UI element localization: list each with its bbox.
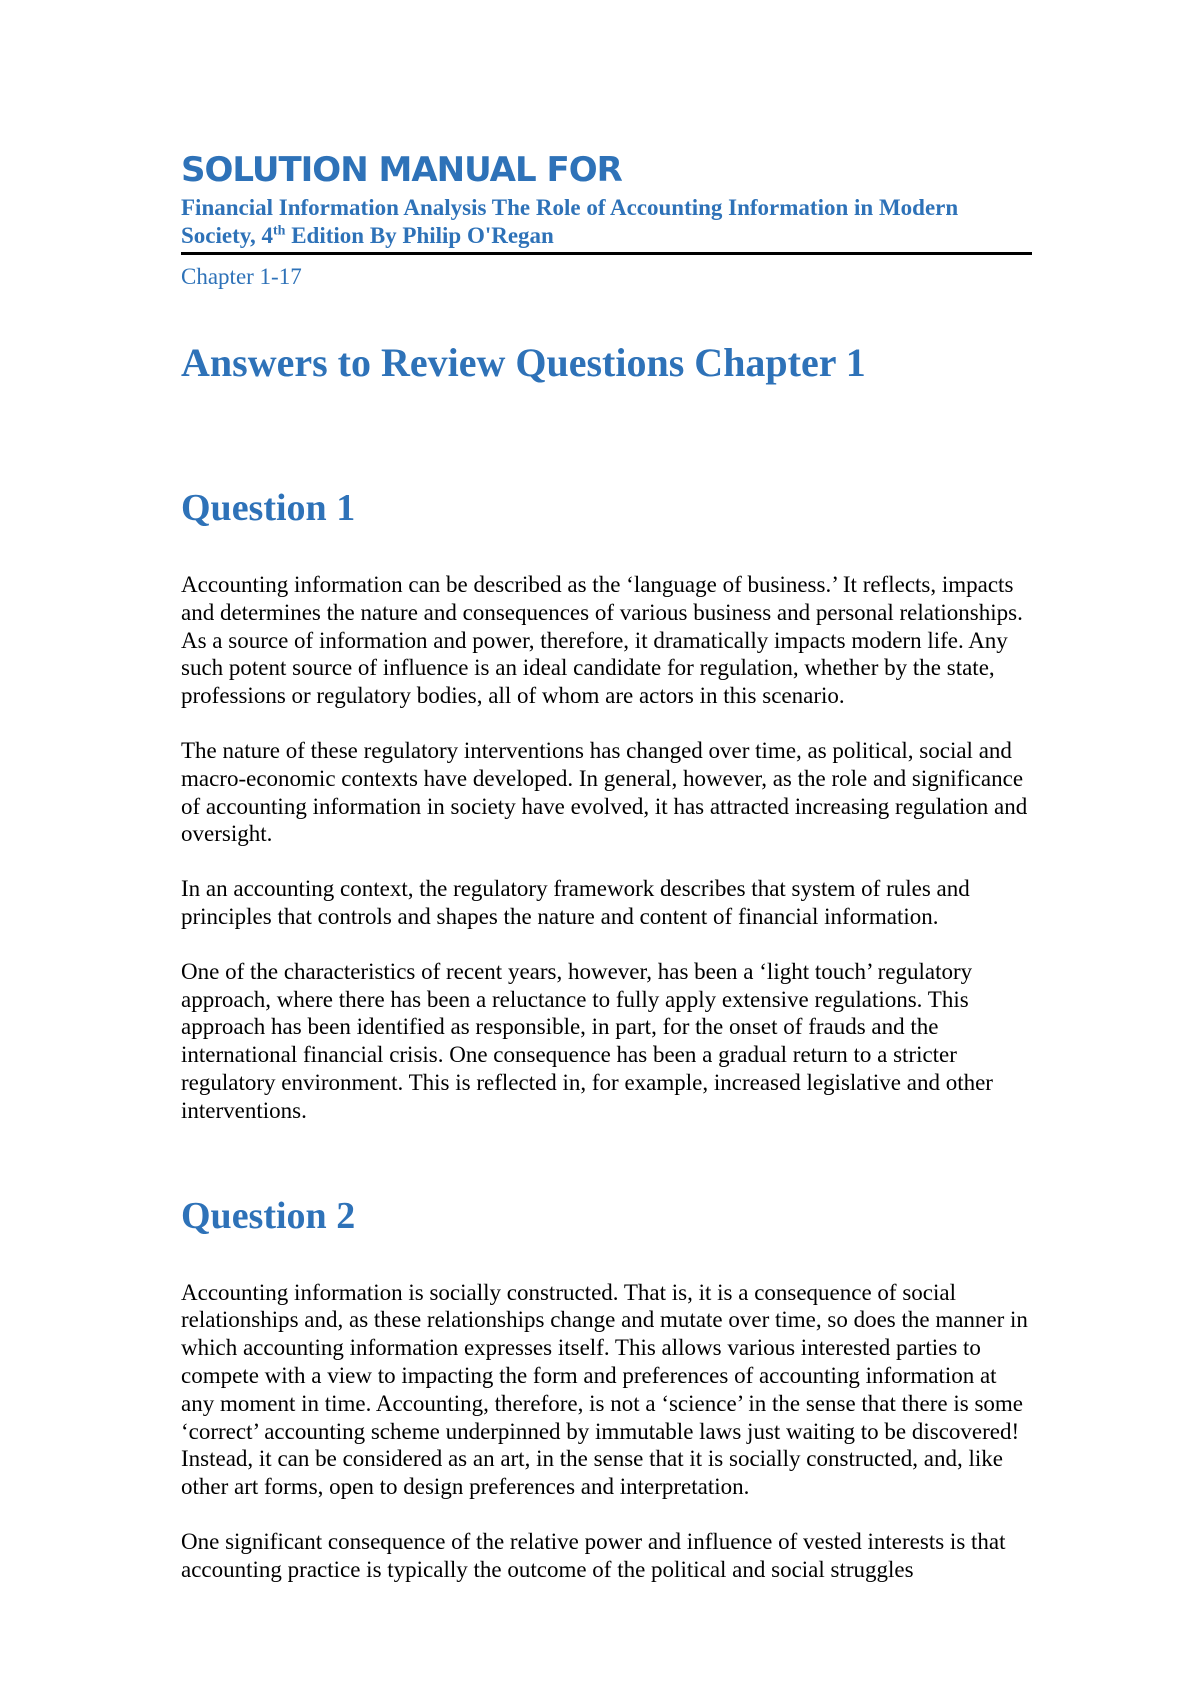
question-2-paragraph-2: One significant consequence of the relative power and influence of vested interests is that accounting practice is typically the outcome of the political and social struggles [181, 1528, 1006, 1582]
question-1-paragraph-4: One of the characteristics of recent years, however, has been a ‘light touch’ regulatory approach, where there has been a reluctance to fully apply extensive regulations. This approach has been identified as responsible, in part, for the onset of frauds and the international financial crisis. One consequence has been a gradual return to a stricter regulatory environment. This is reflected in, for example, increased legislative and other interventions. [181, 958, 993, 1123]
manual-title: SOLUTION MANUAL FOR [181, 150, 622, 190]
book-title [181, 194, 1031, 252]
question-2-paragraph-1: Accounting information is socially constructed. That is, it is a consequence of social relationships and, as these relationships change and mutate over time, so does the manner in which accounting information expresses itself. This allows various interested parties to compete with a view to impacting the form and preferences of accounting information at any moment in time. Accounting, therefore, is not a ‘science’ in the sense that there is some ‘correct’ accounting scheme underpinned by immutable laws just waiting to be discovered! Instead, it can be considered as an art, in the sense that it is socially constructed, and, like other art forms, open to design preferences and interpretation. [181, 1279, 1028, 1500]
book-title-part2: Edition By Philip O'Regan [285, 223, 554, 248]
edition-superscript: th [273, 223, 286, 239]
header-divider [181, 252, 1032, 255]
book-title-part1: Financial Information Analysis The Role of Accounting Information in Modern Society, 4 [181, 195, 959, 248]
question-2-heading: Question 2 [181, 1194, 356, 1237]
question-1-heading: Question 1 [181, 487, 356, 529]
chapter-range: Chapter 1-17 [181, 264, 302, 289]
question-1-paragraph-1: Accounting information can be described as the ‘language of business.’ It reflects, impacts and determines the nature and consequences of various business and personal relationships. As a source of information and power, therefore, it dramatically impacts modern life. Any such potent source of influence is an ideal candidate for regulation, whether by the state, professions or regulatory bodies, all of whom are actors in this scenario. [181, 572, 1023, 709]
question-1-paragraph-3: In an accounting context, the regulatory framework describes that system of rules and principles that controls and shapes the nature and content of financial information. [181, 876, 970, 929]
question-1-paragraph-2: The nature of these regulatory interventions has changed over time, as political, social and macro-economic contexts have developed. In general, however, as the role and significance of accounting information in society have evolved, it has attracted increasing regulation and oversight. [181, 737, 1028, 847]
answers-heading: Answers to Review Questions Chapter 1 [181, 340, 866, 385]
document-page [181, 150, 1031, 1584]
